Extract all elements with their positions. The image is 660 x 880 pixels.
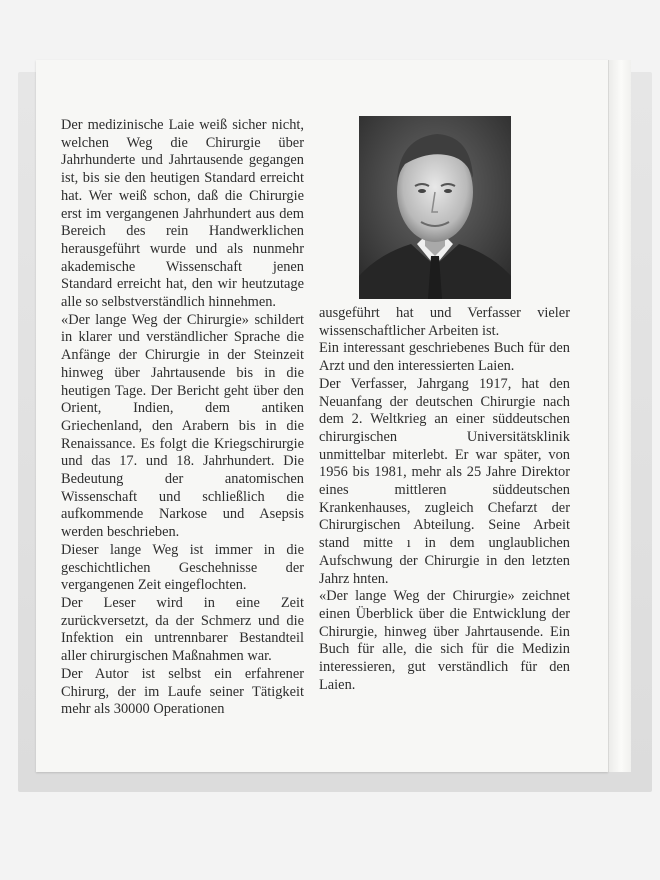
blurb-paragraph: Dieser lange Weg ist immer in die geschichtlichen Geschehnisse der vergangenen Zeit eingeflochten. (61, 541, 304, 594)
blurb-paragraph: «Der lange Weg der Chirurgie» schildert in klarer und verständlicher Sprache die Anfänge der Chirurgie in der Steinzeit hinweg über Jahrtausende bis in die heutigen Tage. Der Bericht geht über den Orient, Indien, dem antiken Griechenland, den Arabern bis in die Renaissance. Es folgt die Kriegschirurgie und das 17. und 18. Jahrhundert. Die Bedeutung der anatomischen Wissenschaft und schließlich die aufkommende Narkose und Asepsis werden beschrieben. (61, 311, 304, 541)
blurb-paragraph: Der Verfasser, Jahrgang 1917, hat den Neuanfang der deutschen Chirurgie nach dem 2. Weltkrieg an einer süddeutschen chirurgischen Universitätsklinik unmittelbar miterlebt. Er war später, von 1956 bis 1981, mehr als 25 Jahre Direktor eines mittleren süddeutschen Krankenhauses, zugleich Chefarzt der Chirurgischen Abteilung. Seine Arbeit stand mitte ı in dem unglaublichen Aufschwung der Chirurgie in den letzten Jahrz hnten. (319, 375, 570, 587)
author-portrait-image (359, 116, 511, 299)
blurb-paragraph: Der medizinische Laie weiß sicher nicht, welchen Weg die Chirurgie über Jahrhunderte und Jahrtausende gegangen ist, bis sie den heutigen Standard erreicht hat. Wer weiß schon, daß die Chirurgie erst im vergangenen Jahrhundert aus dem Bereich des rein Handwerklichen herausgeführt wurde und als nunmehr akademische Wissenschaft jenen Standard erreicht hat, den wir heutzutage alle so selbstverständlich hinnehmen. (61, 117, 304, 311)
blurb-paragraph: ausgeführt hat und Verfasser vieler wissenschaftlicher Arbeiten ist. (319, 305, 570, 339)
blurb-left-column (61, 117, 304, 719)
blurb-paragraph: Der Leser wird in eine Zeit zurückversetzt, da der Schmerz und die Infektion ein untrennbarer Bestandteil aller chirurgischen Maßnahmen war. (61, 594, 304, 665)
blurb-paragraph: Ein interessant geschriebenes Buch für den Arzt und den interessierten Laien. (319, 340, 570, 375)
blurb-right-column (319, 305, 570, 694)
author-portrait (359, 116, 511, 299)
blurb-paragraph: «Der lange Weg der Chirurgie» zeichnet einen Überblick über die Entwicklung der Chirurgie, hinweg über Jahrtausende. Ein Buch für alle, die sich für die Medizin interessieren, gut verständlich für den Laien. (319, 588, 570, 693)
blurb-paragraph: Der Autor ist selbst ein erfahrener Chirurg, der im Laufe seiner Tätigkeit mehr als 30000 Operationen (61, 665, 304, 718)
book-spine (608, 60, 631, 772)
